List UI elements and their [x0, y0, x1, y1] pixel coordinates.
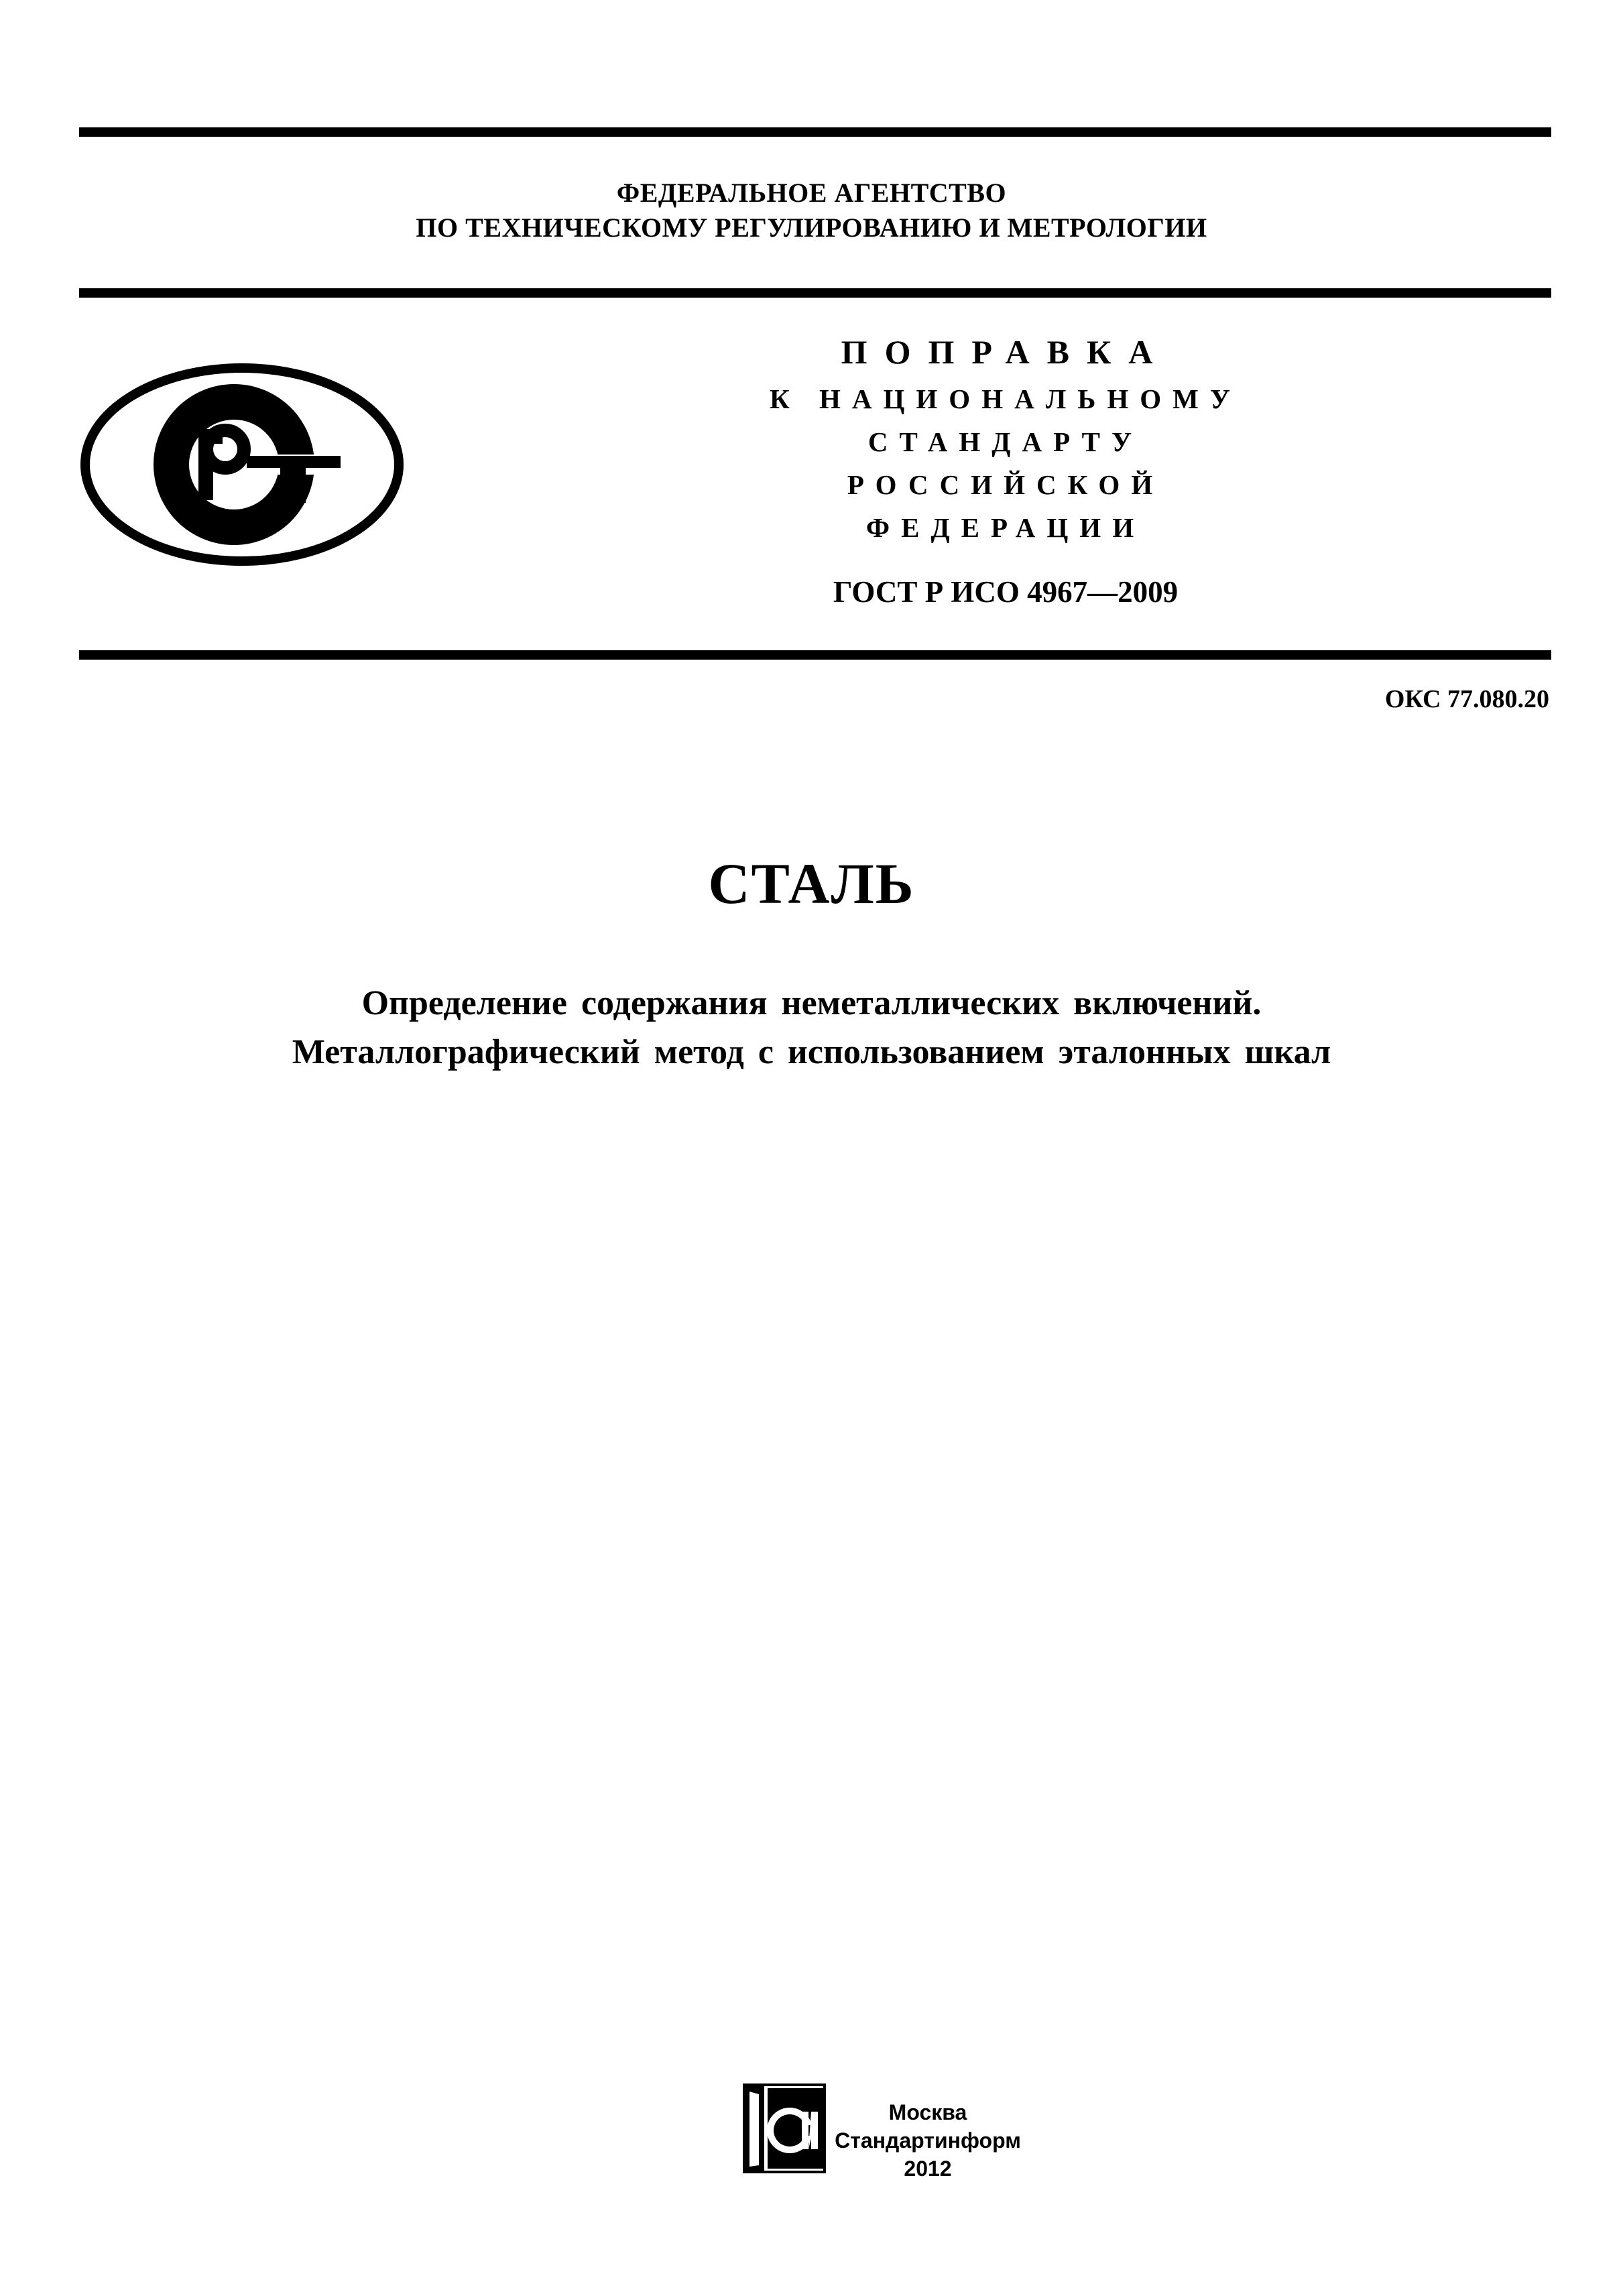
amendment-line-2: СТАНДАРТУ	[867, 426, 1144, 457]
standard-number: ГОСТ Р ИСО 4967—2009	[833, 575, 1179, 609]
amendment-line-1: К НАЦИОНАЛЬНОМУ	[770, 383, 1242, 414]
agency-name	[0, 176, 1623, 245]
document-title: СТАЛЬ	[708, 851, 915, 916]
amendment-line-4: ФЕДЕРАЦИИ	[865, 512, 1146, 543]
standartinform-logo	[737, 2078, 831, 2179]
publisher-name: Стандартинформ	[835, 2128, 1021, 2153]
header-rule	[79, 288, 1551, 298]
publisher-imprint	[737, 2078, 1073, 2199]
document-subtitle	[0, 979, 1623, 1077]
subtitle-line-1: Определение содержания неметаллических включений.	[361, 984, 1262, 1022]
amendment-line-3: РОССИЙСКОЙ	[847, 469, 1164, 500]
agency-line-2: ПО ТЕХНИЧЕСКОМУ РЕГУЛИРОВАНИЮ И МЕТРОЛОГИИ	[416, 213, 1207, 243]
subtitle-line-2: Металлографический метод с использованием эталонных шкал	[292, 1033, 1331, 1071]
rst-certification-logo	[79, 362, 405, 567]
publisher-city: Москва	[888, 2100, 967, 2124]
publisher-text	[834, 2098, 1022, 2183]
oks-code: ОКС 77.080.20	[1384, 685, 1549, 713]
amendment-title: ПОПРАВКА	[841, 333, 1170, 371]
agency-line-1: ФЕДЕРАЛЬНОЕ АГЕНТСТВО	[616, 178, 1007, 208]
publisher-year: 2012	[904, 2157, 952, 2181]
section-rule	[79, 650, 1551, 660]
top-rule	[79, 127, 1551, 137]
